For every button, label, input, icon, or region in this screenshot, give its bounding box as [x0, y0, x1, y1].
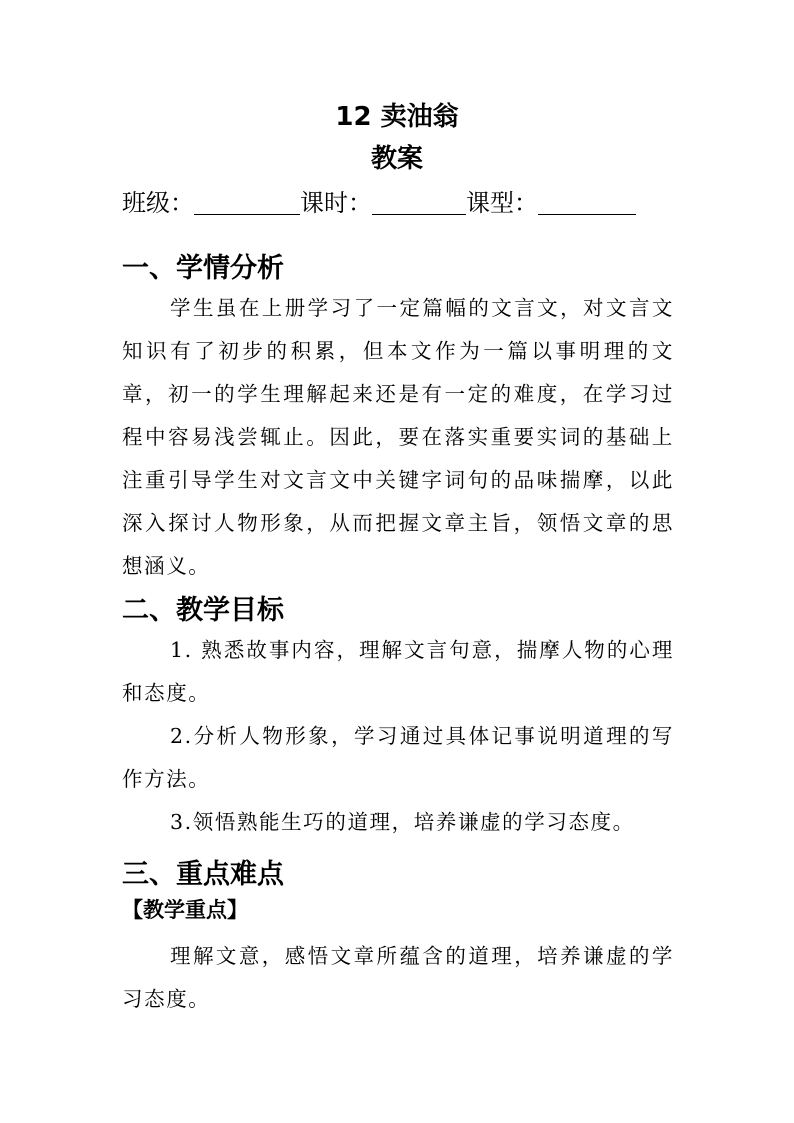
class-blank	[194, 188, 300, 215]
type-label: 课型：	[466, 189, 538, 217]
class-label: 班级：	[122, 189, 194, 217]
key-points-paragraph: 理解文意，感悟文章所蕴含的道理，培养谦虚的学习态度。	[122, 944, 674, 1011]
section-heading-analysis: 一、学情分析	[122, 253, 284, 284]
type-blank	[538, 188, 636, 215]
key-points-subheading: 【教学重点】	[122, 897, 248, 922]
document-title: 12 卖油翁	[335, 102, 459, 132]
section-heading-key-points: 三、重点难点	[122, 859, 284, 890]
goal-item: 1. 熟悉故事内容，理解文言句意，揣摩人物的心理和态度。	[122, 638, 674, 705]
goal-item: 3.领悟熟能生巧的道理，培养谦虚的学习态度。	[170, 810, 635, 834]
section-heading-goals: 二、教学目标	[122, 595, 284, 626]
meta-row	[122, 188, 682, 220]
goal-item: 2.分析人物形象，学习通过具体记事说明道理的写作方法。	[122, 724, 674, 791]
document-subtitle: 教案	[370, 144, 423, 174]
analysis-paragraph: 学生虽在上册学习了一定篇幅的文言文，对文言文知识有了初步的积累，但本文作为一篇以事明理的文章，初一的学生理解起来还是有一定的难度，在学习过程中容易浅尝辄止。因此，要在落实重要实词的基础上注重引导学生对文言文中关键字词句的品味揣摩，以此深入探讨人物形象，从而把握文章主旨，领悟文章的思想涵义。	[122, 296, 674, 578]
period-label: 课时：	[300, 189, 372, 217]
period-blank	[372, 188, 466, 215]
